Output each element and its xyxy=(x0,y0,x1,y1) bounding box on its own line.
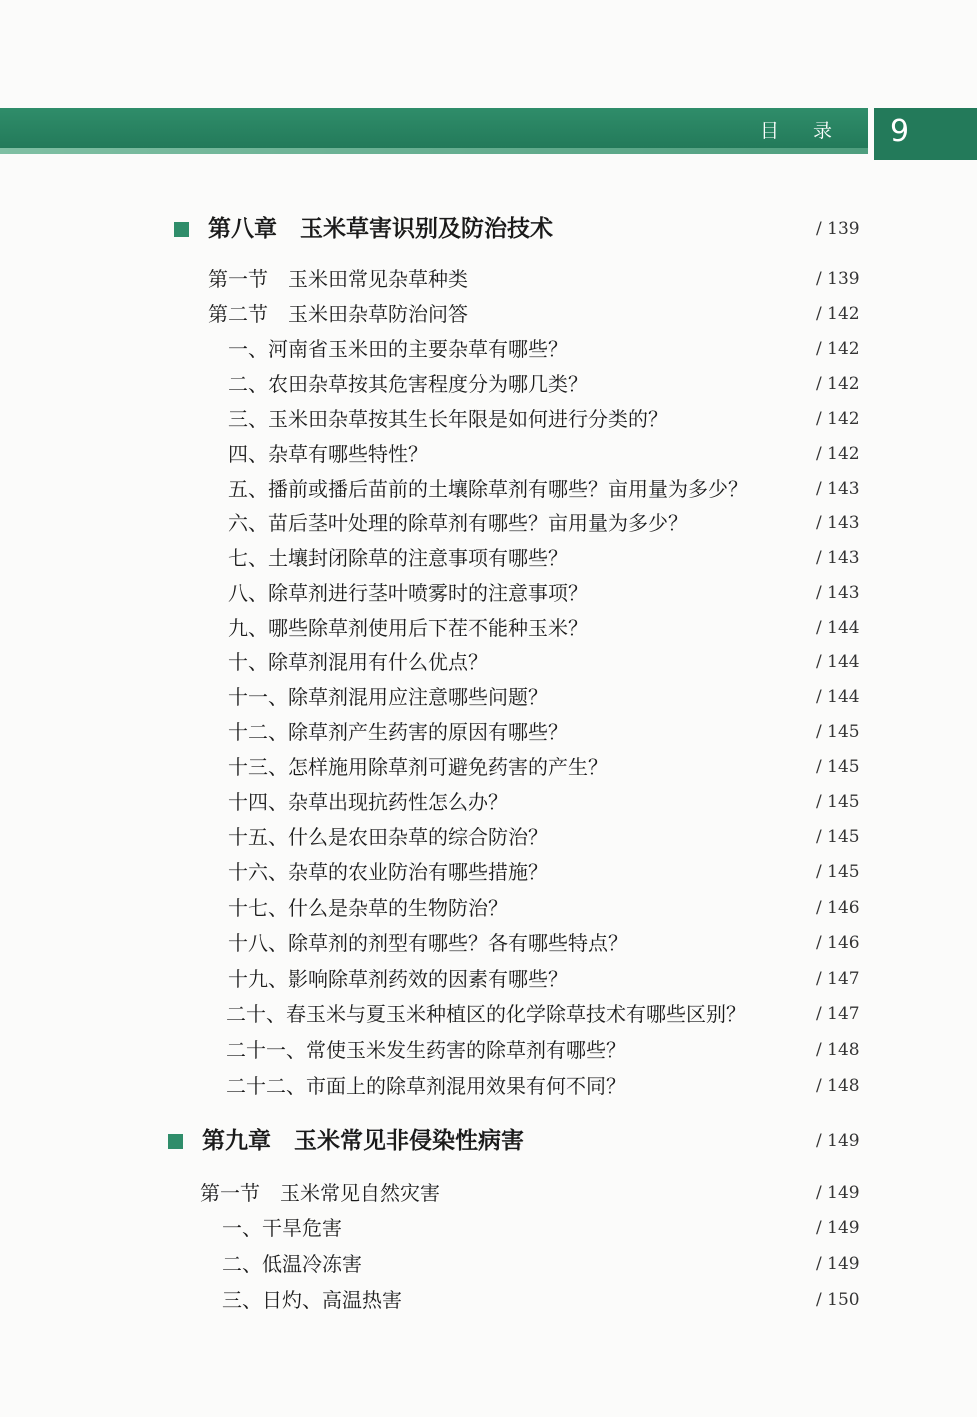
toc-section[interactable] xyxy=(0,1176,977,1210)
item-title: 二十二、市面上的除草剂混用效果有何不同？ xyxy=(226,1074,626,1098)
toc-item[interactable] xyxy=(0,1069,977,1103)
page-ref: / 149 xyxy=(816,1218,860,1238)
page-ref: / 145 xyxy=(816,827,860,847)
section-title: 第一节 玉米常见自然灾害 xyxy=(200,1181,440,1205)
toc-item[interactable] xyxy=(0,472,977,506)
page-number-tab xyxy=(874,108,977,160)
page-ref: / 145 xyxy=(816,722,860,742)
page-ref: / 142 xyxy=(816,304,860,324)
toc-item[interactable] xyxy=(0,891,977,925)
item-title: 三、玉米田杂草按其生长年限是如何进行分类的？ xyxy=(228,407,668,431)
page-ref: / 149 xyxy=(816,1183,860,1203)
item-title: 十三、怎样施用除草剂可避免药害的产生？ xyxy=(228,755,608,779)
toc-item[interactable] xyxy=(0,962,977,996)
section-title: 第一节 玉米田常见杂草种类 xyxy=(208,267,468,291)
page-ref: / 142 xyxy=(816,444,860,464)
chapter-title: 第九章 玉米常见非侵染性病害 xyxy=(202,1128,524,1154)
item-title: 四、杂草有哪些特性？ xyxy=(228,442,428,466)
toc-item[interactable] xyxy=(0,1211,977,1245)
page-ref: / 147 xyxy=(816,1004,860,1024)
page-ref: / 148 xyxy=(816,1040,860,1060)
chapter-title: 第八章 玉米草害识别及防治技术 xyxy=(208,216,553,242)
toc-section[interactable] xyxy=(0,262,977,296)
item-title: 九、哪些除草剂使用后下茬不能种玉米？ xyxy=(228,616,588,640)
toc-item[interactable] xyxy=(0,820,977,854)
item-title: 二十一、常使玉米发生药害的除草剂有哪些？ xyxy=(226,1038,626,1062)
item-title: 二十、春玉米与夏玉米种植区的化学除草技术有哪些区别？ xyxy=(226,1002,746,1026)
item-title: 三、日灼、高温热害 xyxy=(222,1288,402,1312)
toc-item[interactable] xyxy=(0,855,977,889)
item-title: 十二、除草剂产生药害的原因有哪些？ xyxy=(228,720,568,744)
toc-chapter[interactable] xyxy=(0,212,977,246)
page-ref: / 143 xyxy=(816,548,860,568)
toc-item[interactable] xyxy=(0,785,977,819)
page-ref: / 143 xyxy=(816,513,860,533)
toc-item[interactable] xyxy=(0,541,977,575)
item-title: 十一、除草剂混用应注意哪些问题？ xyxy=(228,685,548,709)
toc-section[interactable] xyxy=(0,297,977,331)
page-number: 9 xyxy=(890,114,910,149)
page-ref: / 146 xyxy=(816,898,860,918)
item-title: 二、低温冷冻害 xyxy=(222,1252,362,1276)
page-ref: / 144 xyxy=(816,687,860,707)
toc-item[interactable] xyxy=(0,402,977,436)
page-ref: / 143 xyxy=(816,479,860,499)
toc-item[interactable] xyxy=(0,367,977,401)
toc-item[interactable] xyxy=(0,1033,977,1067)
page-ref: / 145 xyxy=(816,792,860,812)
toc-item[interactable] xyxy=(0,645,977,679)
page-ref: / 142 xyxy=(816,409,860,429)
page-ref: / 149 xyxy=(816,1131,860,1151)
page-ref: / 139 xyxy=(816,269,860,289)
item-title: 十四、杂草出现抗药性怎么办？ xyxy=(228,790,508,814)
page-ref: / 147 xyxy=(816,969,860,989)
page-ref: / 139 xyxy=(816,219,860,239)
item-title: 六、苗后茎叶处理的除草剂有哪些？亩用量为多少？ xyxy=(228,511,688,535)
chapter-marker-icon xyxy=(174,222,189,237)
item-title: 七、土壤封闭除草的注意事项有哪些？ xyxy=(228,546,568,570)
toc-item[interactable] xyxy=(0,611,977,645)
item-title: 一、河南省玉米田的主要杂草有哪些？ xyxy=(228,337,568,361)
page-ref: / 146 xyxy=(816,933,860,953)
toc-item[interactable] xyxy=(0,1247,977,1281)
toc-item[interactable] xyxy=(0,576,977,610)
page-ref: / 148 xyxy=(816,1076,860,1096)
page-ref: / 142 xyxy=(816,339,860,359)
toc-item[interactable] xyxy=(0,997,977,1031)
page-ref: / 144 xyxy=(816,618,860,638)
item-title: 十八、除草剂的剂型有哪些？各有哪些特点？ xyxy=(228,931,628,955)
toc-item[interactable] xyxy=(0,506,977,540)
item-title: 十九、影响除草剂药效的因素有哪些？ xyxy=(228,967,568,991)
toc-item[interactable] xyxy=(0,680,977,714)
page-ref: / 150 xyxy=(816,1290,860,1310)
item-title: 十五、什么是农田杂草的综合防治？ xyxy=(228,825,548,849)
item-title: 八、除草剂进行茎叶喷雾时的注意事项？ xyxy=(228,581,588,605)
item-title: 十六、杂草的农业防治有哪些措施？ xyxy=(228,860,548,884)
toc-item[interactable] xyxy=(0,926,977,960)
item-title: 一、干旱危害 xyxy=(222,1216,342,1240)
item-title: 十七、什么是杂草的生物防治？ xyxy=(228,896,508,920)
toc-item[interactable] xyxy=(0,715,977,749)
item-title: 二、农田杂草按其危害程度分为哪几类？ xyxy=(228,372,588,396)
page-ref: / 142 xyxy=(816,374,860,394)
item-title: 五、播前或播后苗前的土壤除草剂有哪些？亩用量为多少？ xyxy=(228,477,748,501)
header-band xyxy=(0,108,868,148)
page-ref: / 149 xyxy=(816,1254,860,1274)
page-ref: / 145 xyxy=(816,862,860,882)
toc-item[interactable] xyxy=(0,1283,977,1317)
header-title: 目 录 xyxy=(759,120,846,142)
page-ref: / 144 xyxy=(816,652,860,672)
toc-chapter[interactable] xyxy=(0,1124,977,1158)
toc-item[interactable] xyxy=(0,750,977,784)
toc-item[interactable] xyxy=(0,437,977,471)
toc-item[interactable] xyxy=(0,332,977,366)
chapter-marker-icon xyxy=(168,1134,183,1149)
page-ref: / 145 xyxy=(816,757,860,777)
section-title: 第二节 玉米田杂草防治问答 xyxy=(208,302,468,326)
page-ref: / 143 xyxy=(816,583,860,603)
item-title: 十、除草剂混用有什么优点？ xyxy=(228,650,488,674)
